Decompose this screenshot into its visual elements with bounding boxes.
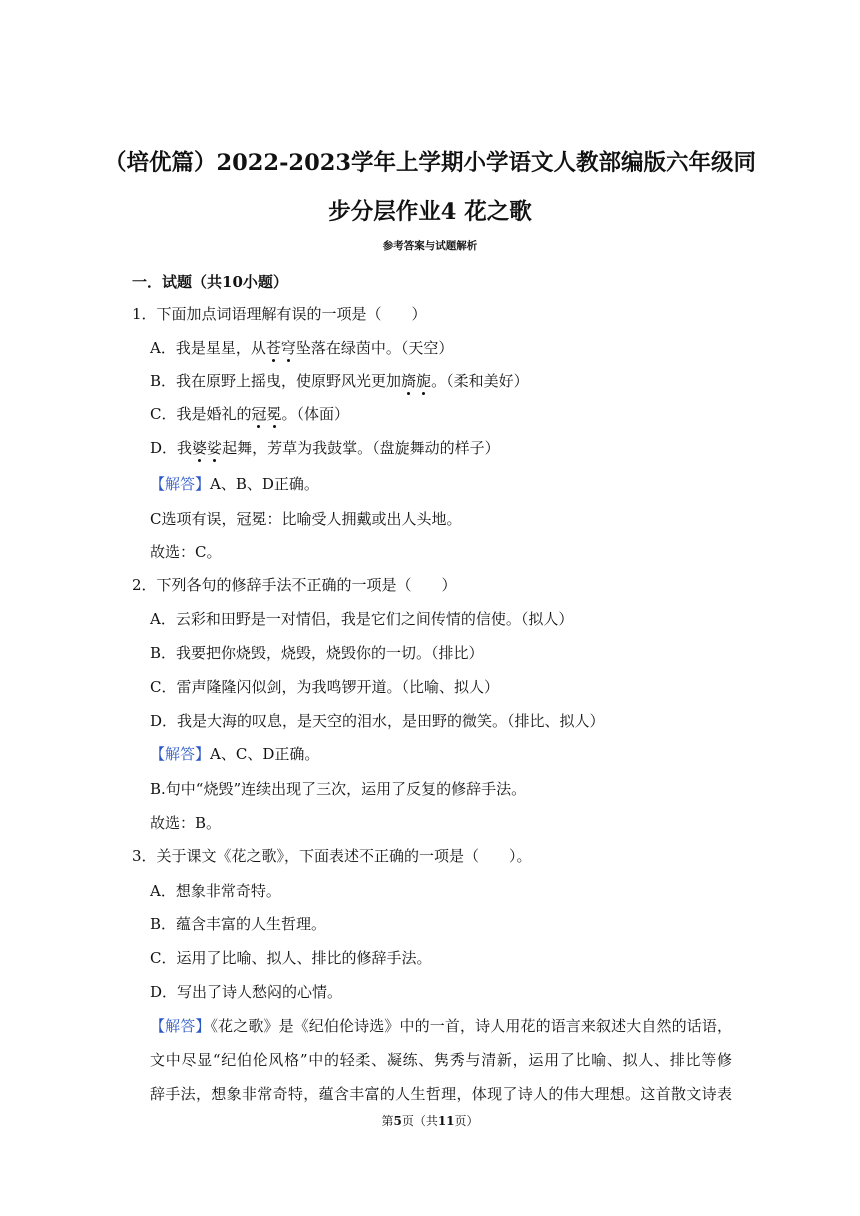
footer-prefix: 第 (381, 1114, 394, 1128)
question-2-option-a: A．云彩和田野是一对情侣，我是它们之间传情的信使。（拟人） (150, 610, 574, 628)
option-text: 。（柔和美好） (431, 372, 529, 390)
footer-middle: 页（共 (401, 1114, 438, 1128)
question-2-option-b: B．我要把你烧毁，烧毁，烧毁你的一切。（排比） (150, 644, 484, 662)
question-1-answer (150, 473, 319, 494)
dotted-char: 穹 (280, 339, 296, 357)
question-3-option-c: C．运用了比喻、拟人、排比的修辞手法。 (150, 949, 432, 967)
question-1-option-b (150, 370, 529, 391)
dotted-char: 冕 (266, 405, 282, 423)
dotted-char: 旎 (416, 372, 432, 390)
total-pages: 11 (437, 1114, 455, 1128)
answer-text: 《花之歌》是《纪伯伦诗选》中的一首，诗人用花的语言来叙述大自然的话语， (210, 1017, 732, 1035)
question-3-answer-line2: 文中尽显“纪伯伦风格”中的轻柔、凝练、隽秀与清新，运用了比喻、拟人、排比等修 (150, 1051, 732, 1069)
answer-text: A、C、D正确。 (210, 745, 320, 763)
dotted-char: 婆 (192, 439, 208, 457)
dotted-char: 娑 (207, 439, 223, 457)
option-text: D．我 (150, 439, 193, 457)
question-3-option-b: B．蕴含丰富的人生哲理。 (150, 915, 327, 933)
option-text: B．我在原野上摇曳，使原野风光更加 (150, 372, 402, 390)
question-2-option-d: D．我是大海的叹息，是天空的泪水，是田野的微笑。（排比、拟人） (150, 712, 605, 730)
question-2-choice: 故选：B。 (150, 814, 222, 832)
option-text: 。（体面） (281, 405, 350, 423)
option-text: C．我是婚礼的 (150, 405, 252, 423)
question-1-option-c (150, 403, 349, 424)
question-3-stem: 3．关于课文《花之歌》，下面表述不正确的一项是（ ）。 (132, 847, 532, 865)
answer-tag: 【解答】 (150, 745, 211, 763)
question-3-answer-line3: 辞手法，想象非常奇特，蕴含丰富的人生哲理，体现了诗人的伟大理想。这首散文诗表 (150, 1085, 732, 1103)
answer-tag: 【解答】 (150, 1017, 211, 1035)
document-subtitle: 参考答案与试题解析 (382, 240, 478, 252)
dotted-char: 冠 (251, 405, 267, 423)
question-2-explanation: B.句中“烧毁”连续出现了三次，运用了反复的修辞手法。 (150, 780, 527, 798)
question-1-explanation: C选项有误，冠冕：比喻受人拥戴或出人头地。 (150, 510, 462, 528)
document-title-line2: 步分层作业4 花之歌 (328, 199, 532, 225)
section-title: 一．试题（共10小题） (132, 273, 288, 291)
question-3-option-d: D．写出了诗人愁闷的心情。 (150, 983, 343, 1001)
dotted-char: 苍 (265, 339, 281, 357)
question-1-stem: 1．下面加点词语理解有误的一项是（ ） (132, 305, 427, 323)
current-page-number: 5 (393, 1114, 402, 1128)
question-1-option-d (150, 437, 500, 458)
answer-tag: 【解答】 (150, 475, 211, 493)
question-2-option-c: C．雷声隆隆闪似剑，为我鸣锣开道。（比喻、拟人） (150, 678, 499, 696)
question-2-stem: 2．下列各句的修辞手法不正确的一项是（ ） (132, 576, 457, 594)
question-3-option-a: A．想象非常奇特。 (150, 882, 281, 900)
question-1-choice: 故选：C。 (150, 543, 222, 561)
footer-suffix: 页） (454, 1114, 479, 1128)
option-text: 起舞，芳草为我鼓掌。（盘旋舞动的样子） (222, 439, 500, 457)
question-2-answer (150, 743, 319, 764)
answer-text: A、B、D正确。 (210, 475, 319, 493)
question-1-option-a (150, 337, 453, 358)
dotted-char: 旖 (401, 372, 417, 390)
question-3-answer (150, 1015, 732, 1036)
document-title-line1: （培优篇）2022-2023学年上学期小学语文人教部编版六年级同 (103, 150, 757, 176)
option-text: A．我是星星，从 (150, 339, 266, 357)
option-text: 坠落在绿茵中。（天空） (295, 339, 454, 357)
page-footer (0, 1112, 860, 1129)
